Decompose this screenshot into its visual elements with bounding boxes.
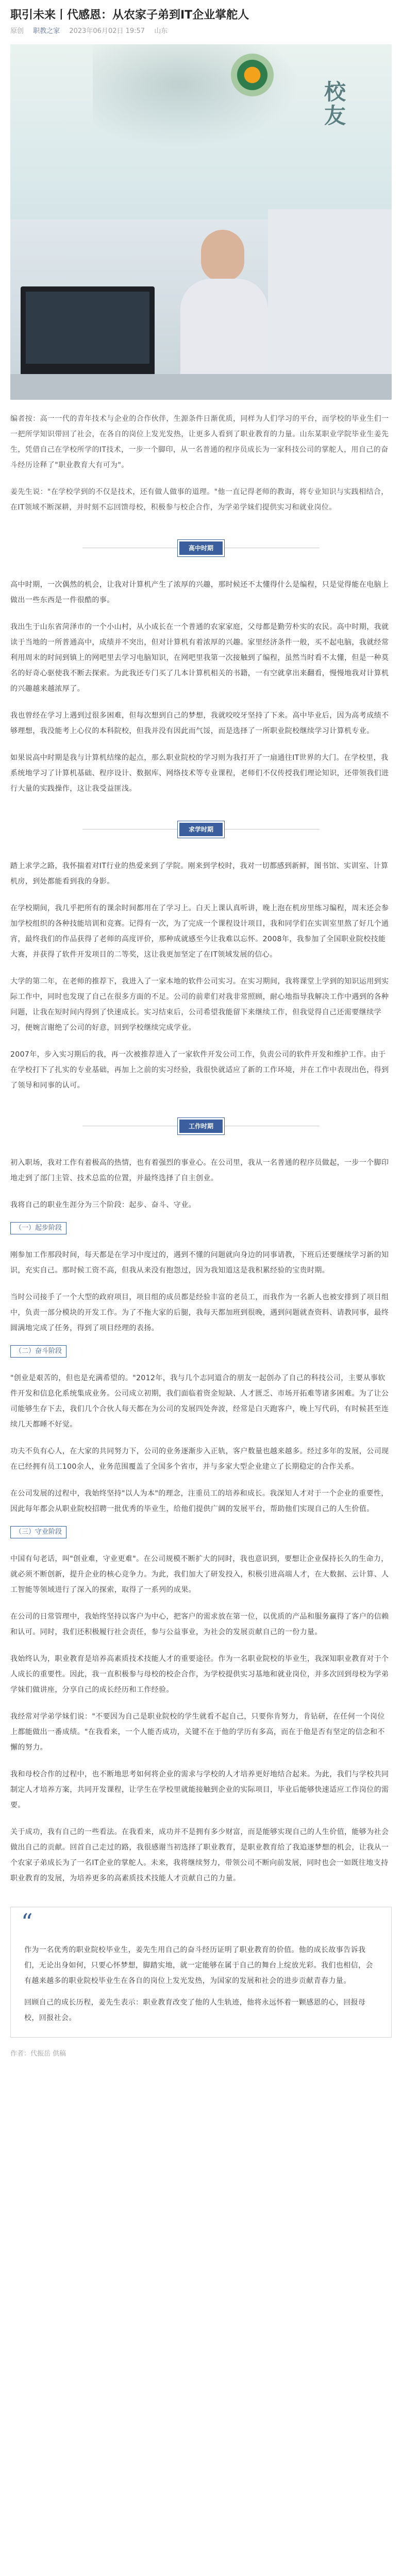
section-tag: 高中时期 (178, 540, 224, 556)
body-paragraph: 我始终认为，职业教育是培养高素质技术技能人才的重要途径。作为一名职业院校的毕业生，我深知职业教育对于个人成长的重要性。因此，我一直积极参与母校的校企合作，为学校提供实习基地和就业岗位，并多次回到母校为学弟学妹们做讲座，分享自己的成长经历和工作经验。 (10, 1655, 389, 1694)
body-paragraph: 中国有句老话，叫"创业难，守业更难"。在公司规模不断扩大的同时，我也意识到，要想让企业保持长久的生命力，就必须不断创新，提升企业的核心竞争力。为此，我们加大了研发投入，积极引进高端人才，在大数据、云计算、人工智能等领域进行了深入的探索，取得了一系列的成果。 (10, 1555, 389, 1594)
bird-decoration (227, 49, 283, 106)
body-paragraph: 2007年，步入实习期后的我，再一次被推荐进入了一家软件开发公司工作，负责公司的软件开发和维护工作。由于在学校打下了扎实的专业基础，再加上之前的实习经验，我很快就适应了新的工作环境，并在工作中表现出色，得到了领导和同事的认可。 (10, 1050, 389, 1090)
body-paragraph: 初入职场，我对工作有着极高的热情，也有着强烈的事业心。在公司里，我从一名普通的程序员做起，一步一个脚印地走到了部门主管、技术总监的位置，并最终选择了自主创业。 (10, 1159, 389, 1182)
author-credit: 作者：代振岳 供稿 (10, 2050, 66, 2058)
body-paragraph: 在公司的日常管理中，我始终坚持以客户为中心，把客户的需求放在第一位，以优质的产品和服务赢得了客户的信赖和认可。同时，我们还积极履行社会责任，参与公益事业，为社会的发展贡献自己的一份力量。 (10, 1613, 389, 1636)
publish-location: 山东 (154, 27, 168, 35)
publish-time: 2023年06月02日 19:57 (69, 27, 145, 35)
intro-paragraph: 编者按：高一一代的青年技术与企业的合作伙伴，生源条件日渐优质，同样为人们学习的平台，而学校的毕业生们一一把所学知识带回了社会，在各自的岗位上发光发热，让更多人看到了职业教育的力量。山东某职业学院毕业生姜先生，凭借自己在学校所学的IT技术，一步一个脚印，从一名普通的程序员成长为一家科技公司的掌舵人，用自己的奋斗经历诠释了"职业教育大有可为"。 (10, 415, 389, 469)
intro-paragraph-2: 姜先生说："在学校学到的不仅是技术，还有做人做事的道理。"他一直记得老师的教诲，将专业知识与实践相结合，在IT领域不断深耕，并时刻不忘回馈母校，积极参与校企合作，为学弟学妹们提供实习和就业岗位。 (10, 488, 389, 512)
body-paragraph: 在公司发展的过程中，我始终坚持"以人为本"的理念，注重员工的培养和成长。我深知人才对于一个企业的重要性，因此每年都会从职业院校招聘一批优秀的毕业生，给他们提供广阔的发展平台，帮助他们实现自己的人生价值。 (10, 1489, 389, 1513)
body-paragraph: 关于成功，我有自己的一些看法。在我看来，成功并不是拥有多少财富，而是能够实现自己的人生价值，能够为社会做出自己的贡献。回首自己走过的路，我很感谢当初选择了职业教育，是职业教育给了我追逐梦想的机会，让我从一个农家子弟成长为了一名IT企业的掌舵人。未来，我将继续努力，带领公司不断向前发展，同时也会一如既往地支持职业教育的发展，为培养更多的高素质技术技能人才贡献自己的力量。 (10, 1828, 389, 1883)
body-paragraph: 踏上求学之路，我怀揣着对IT行业的热爱来到了学院。刚来到学校时，我对一切都感到新鲜，图书馆、实训室、计算机房，到处都能看到我的身影。 (10, 862, 389, 886)
closing-paragraph: 作为一名优秀的职业院校毕业生，姜先生用自己的奋斗经历证明了职业教育的价值。他的成长故事告诉我们，无论出身如何，只要心怀梦想，脚踏实地，就一定能够在属于自己的舞台上绽放光彩。我们也相信，会有越来越多的职业院校毕业生在各自的岗位上发光发热，为国家的发展和社会的进步贡献青春力量。 (24, 1946, 373, 1985)
section-header-study (10, 811, 392, 847)
person-head (201, 230, 244, 281)
account-link[interactable]: 职教之家 (33, 27, 60, 35)
body-paragraph: 功夫不负有心人，在大家的共同努力下，公司的业务逐渐步入正轨，客户数量也越来越多。经过多年的发展，公司现在已经拥有员工100余人，业务范围覆盖了全国多个省市，并与多家大型企业建立了长期稳定的合作关系。 (10, 1447, 389, 1471)
body-paragraph: 如果说高中时期是我与计算机结缘的起点，那么职业院校的学习则为我打开了一扇通往IT世界的大门。在学校里，我系统地学习了计算机基础、程序设计、数据库、网络技术等专业课程，老师们不仅传授我们理论知识，还带领我们进行大量的实践操作，这让我受益匪浅。 (10, 754, 389, 793)
section-header-high-school (10, 530, 392, 566)
body-paragraph: 高中时期，一次偶然的机会，让我对计算机产生了浓厚的兴趣，那时候还不太懂得什么是编程，只是觉得能在电脑上做出一些东西是一件很酷的事。 (10, 581, 389, 604)
body-paragraph: 当时公司接手了一个大型的政府项目，项目组的成员都是经验丰富的老员工，而我作为一名新人也被安排到了项目组中，负责一部分模块的开发工作。为了不拖大家的后腿，我每天都加班到很晚，遇到问题就查资料、请教同事，最终圆满地完成了任务，得到了项目经理的表扬。 (10, 1293, 389, 1332)
body-paragraph: 大学的第二年，在老师的推荐下，我进入了一家本地的软件公司实习。在实习期间，我将课堂上学到的知识运用到实际工作中，同时也发现了自己在很多方面的不足。公司的前辈们对我非常照顾，耐心地指导我解决工作中遇到的各种问题，让我在短时间内得到了快速成长。实习结束后，公司希望我能留下来继续工作，但我觉得自己还需要继续学习，便婉言谢绝了公司的好意，回到学校继续完成学业。 (10, 977, 389, 1032)
monitor (21, 286, 155, 379)
body-paragraph: 我和母校合作的过程中，也不断地思考如何将企业的需求与学校的人才培养更好地结合起来。为此，我们与学校共同制定人才培养方案，共同开发课程，让学生在学校里就能接触到企业的实际项目，毕业后能够快速适应工作岗位的需要。 (10, 1770, 389, 1809)
body-paragraph: 我将自己的职业生涯分为三个阶段：起步、奋斗、守业。 (10, 1201, 196, 1209)
hero-image (10, 44, 392, 400)
section-tag: 求学时期 (178, 821, 224, 838)
phase-badge: （一）起步阶段 (10, 1222, 66, 1234)
hero-vertical-text: 校友 (324, 79, 346, 128)
closing-paragraph: 回顾自己的成长历程，姜先生表示：职业教育改变了他的人生轨迹，他将永远怀着一颗感恩的心，回报母校，回报社会。 (24, 1998, 366, 2022)
article (10, 0, 392, 2060)
section-header-work (10, 1108, 392, 1144)
original-label: 原创 (10, 27, 24, 35)
quote-icon: “ (21, 1909, 33, 1936)
body-paragraph: "创业是艰苦的，但也是充满希望的。"2012年，我与几个志同道合的朋友一起创办了自己的科技公司，主要从事软件开发和信息化系统集成业务。公司成立初期，我们面临着资金短缺、人才匮乏、市场开拓难等诸多困难。为了让公司能够生存下去，我们几个合伙人每天都在为公司的发展四处奔波，经常是白天跑客户，晚上写代码，有时候甚至连续几天都睡不好觉。 (10, 1374, 389, 1429)
body-paragraph: 我也曾经在学习上遇到过很多困难，但每次想到自己的梦想，我就咬咬牙坚持了下来。高中毕业后，因为高考成绩不够理想，我没能考上心仪的本科院校，但我并没有因此而气馁，而是选择了一所职业院校继续学习计算机专业。 (10, 711, 389, 735)
article-title: 职引未来丨代感恩：从农家子弟到IT企业掌舵人 (10, 9, 249, 22)
bookshelf (268, 209, 392, 400)
body-paragraph: 我经常对学弟学妹们说："不要因为自己是职业院校的学生就看不起自己，只要你肯努力，肯钻研，在任何一个岗位上都能做出一番成绩。"在我看来，一个人能否成功，关键不在于他的学历有多高，而在于他是否有坚定的信念和不懈的努力。 (10, 1713, 385, 1752)
phase-badge: （三）守业阶段 (10, 1526, 66, 1538)
body-paragraph: 在学校期间，我几乎把所有的课余时间都用在了学习上。白天上课认真听讲，晚上泡在机房里练习编程，周末还会参加学校组织的各种技能培训和竞赛。记得有一次，为了完成一个课程设计项目，我和同学们在实训室里熬了好几个通宵，最终我们的作品获得了老师的高度评价，那种成就感至今让我难以忘怀。2008年，我参加了全国职业院校技能大赛，并获得了软件开发项目的二等奖，这让我更加坚定了在IT领域发展的信心。 (10, 904, 389, 959)
body-paragraph: 我出生于山东省菏泽市的一个小山村，从小成长在一个普通的农家家庭，父母都是勤劳朴实的农民。高中时期，我就读于当地的一所普通高中，成绩并不突出，但对计算机有着浓厚的兴趣。家里经济条件一般，买不起电脑，我就经常利用周末的时间到镇上的网吧里去学习电脑知识，在网吧里我第一次接触到了编程，虽然当时看不太懂，但是一种莫名的好奇心驱使我不断去探索。为此我还专门买了几本计算机相关的书籍，一有空就拿出来翻看，慢慢地我对计算机的兴趣越来越浓厚了。 (10, 623, 389, 693)
phase-badge: （二）奋斗阶段 (10, 1345, 66, 1358)
body-paragraph: 刚参加工作那段时间，每天都是在学习中度过的，遇到不懂的问题就向身边的同事请教，下班后还要继续学习新的知识，充实自己。那时候工资不高，但我从来没有抱怨过，因为我知道这是我积累经验的宝贵时期。 (10, 1251, 389, 1275)
desk (10, 374, 392, 400)
closing-quote-box (10, 1907, 392, 2038)
section-tag: 工作时期 (178, 1118, 224, 1134)
article-meta (10, 26, 392, 37)
